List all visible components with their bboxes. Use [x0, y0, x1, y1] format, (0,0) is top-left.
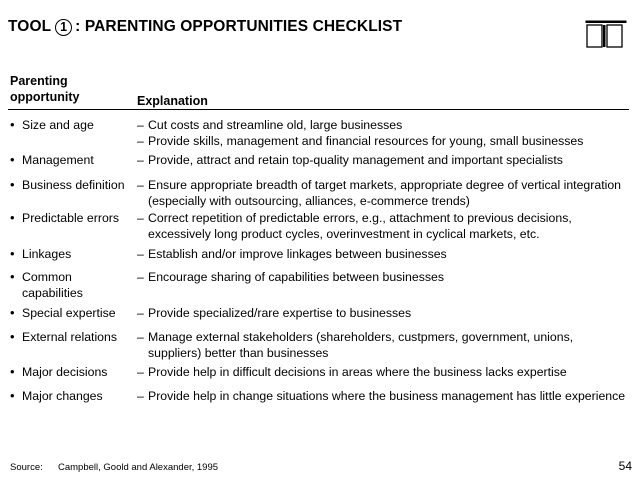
dash-icon: – [137, 270, 144, 284]
dash-icon: – [137, 365, 144, 379]
column-header-parenting-opportunity: Parenting opportunity [10, 74, 80, 104]
explanation-cell [137, 364, 629, 380]
explanation-cell [137, 329, 629, 361]
parenting-opportunity-cell [10, 364, 135, 380]
parenting-opportunity-cell [10, 305, 135, 321]
explanation-item [137, 152, 629, 168]
parameter-label: External relations [22, 330, 118, 344]
parameter-label: Business definition [22, 178, 125, 192]
bullet-icon: • [10, 210, 15, 225]
explanation-item [137, 269, 629, 285]
explanation-cell [137, 177, 629, 209]
explanation-item [137, 305, 629, 321]
explanation-cell [137, 305, 629, 321]
dash-icon: – [137, 178, 144, 192]
parameter-label: Major changes [22, 389, 103, 403]
parameter-label: Predictable errors [22, 211, 120, 225]
explanation-cell [137, 210, 629, 242]
dash-icon: – [137, 134, 144, 148]
tool-number-badge: 1 [55, 19, 72, 36]
bullet-icon: • [10, 177, 15, 192]
bullet-icon: • [10, 329, 15, 344]
parenting-opportunity-cell [10, 152, 135, 168]
explanation-item [137, 177, 629, 209]
explanation-text: Manage external stakeholders (shareholders, custpmers, government, unions, suppliers) better than businesses [148, 330, 574, 360]
parameter-label: Major decisions [22, 365, 108, 379]
explanation-text: Provide, attract and retain top-quality management and important specialists [148, 153, 563, 167]
dash-icon: – [137, 389, 144, 403]
dash-icon: – [137, 118, 144, 132]
bullet-icon: • [10, 388, 15, 403]
header-divider [8, 109, 629, 110]
parenting-opportunity-cell [10, 210, 135, 226]
explanation-item [137, 329, 629, 361]
parameter-label: Special expertise [22, 306, 116, 320]
two-panel-logo-icon [585, 20, 627, 48]
page-number: 54 [618, 459, 632, 473]
parameter-label: Size and age [22, 118, 94, 132]
dash-icon: – [137, 153, 144, 167]
explanation-text: Provide help in change situations where the business management has little experience [148, 389, 626, 403]
explanation-text: Encourage sharing of capabilities between businesses [148, 270, 444, 284]
page-title [8, 18, 402, 36]
explanation-text: Cut costs and streamline old, large businesses [148, 118, 403, 132]
source-citation: Campbell, Goold and Alexander, 1995 [58, 462, 219, 473]
explanation-text: Provide skills, management and financial resources for young, small businesses [148, 134, 584, 148]
source-label: Source: [10, 462, 43, 473]
explanation-text: Establish and/or improve linkages between businesses [148, 247, 447, 261]
parenting-opportunity-cell [10, 269, 135, 301]
parenting-opportunity-cell [10, 246, 135, 262]
explanation-cell [137, 269, 629, 285]
parenting-opportunity-cell [10, 117, 135, 133]
explanation-cell [137, 388, 629, 404]
source-note [10, 462, 219, 473]
dash-icon: – [137, 330, 144, 344]
explanation-text: Ensure appropriate breadth of target markets, appropriate degree of vertical integration (especially with outsourcing, alliances, e-commerce trends) [148, 178, 622, 208]
explanation-item [137, 246, 629, 262]
bullet-icon: • [10, 152, 15, 167]
parenting-opportunity-cell [10, 388, 135, 404]
title-text: : PARENTING OPPORTUNITIES CHECKLIST [75, 18, 403, 35]
explanation-text: Correct repetition of predictable errors, e.g., attachment to previous decisions, excessively long product cycles, overinvestment in cyclical markets, etc. [148, 211, 572, 241]
explanation-cell [137, 117, 629, 149]
bullet-icon: • [10, 246, 15, 261]
dash-icon: – [137, 211, 144, 225]
dash-icon: – [137, 306, 144, 320]
parenting-opportunity-cell [10, 329, 135, 345]
explanation-item [137, 117, 629, 133]
explanation-cell [137, 246, 629, 262]
explanation-text: Provide help in difficult decisions in areas where the business lacks expertise [148, 365, 567, 379]
title-prefix: TOOL [8, 18, 52, 35]
explanation-item [137, 388, 629, 404]
parameter-label: Linkages [22, 247, 72, 261]
parameter-label: Management [22, 153, 94, 167]
bullet-icon: • [10, 117, 15, 132]
bullet-icon: • [10, 305, 15, 320]
explanation-text: Provide specialized/rare expertise to businesses [148, 306, 412, 320]
explanation-item [137, 133, 629, 149]
parameter-label: Common capabilities [22, 270, 83, 300]
dash-icon: – [137, 247, 144, 261]
bullet-icon: • [10, 269, 15, 284]
column-header-explanation: Explanation [137, 94, 208, 108]
parenting-opportunity-cell [10, 177, 135, 193]
explanation-item [137, 210, 629, 242]
explanation-cell [137, 152, 629, 168]
bullet-icon: • [10, 364, 15, 379]
explanation-item [137, 364, 629, 380]
